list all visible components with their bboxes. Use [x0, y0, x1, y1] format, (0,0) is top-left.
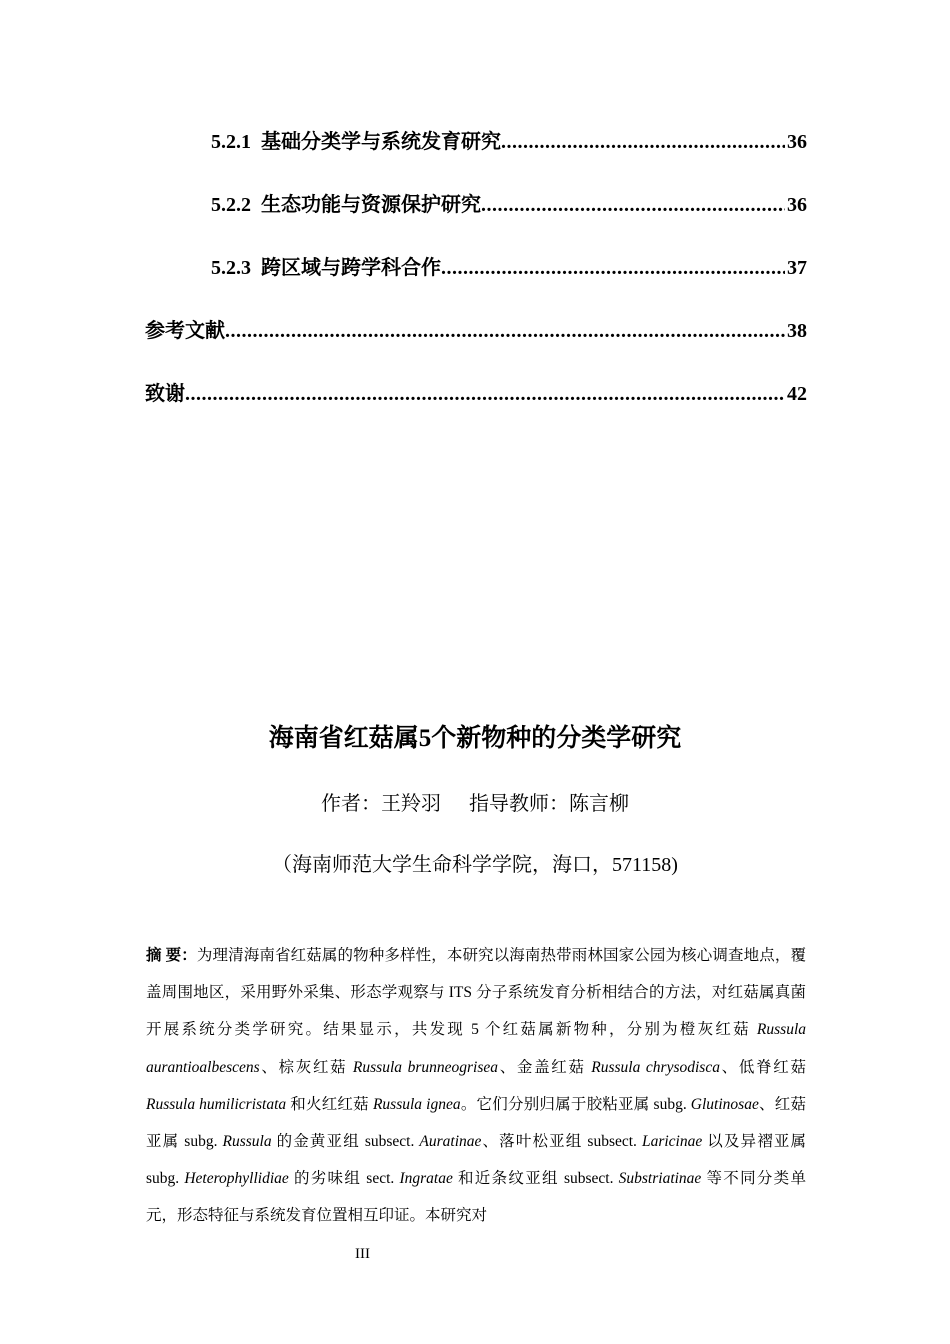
taxon-name: Russula brunneogrisea	[352, 1058, 498, 1076]
taxon-name: Russula	[222, 1133, 272, 1151]
toc-entry-page: 42	[787, 383, 807, 405]
taxon-name: Laricinae	[641, 1133, 703, 1151]
toc-entry-title: 跨区域与跨学科合作	[261, 257, 441, 279]
abstract-text: 、落叶松亚组 subsect.	[481, 1133, 642, 1151]
abstract-text: 和火红红菇	[286, 1095, 373, 1113]
taxon-name: Russula humilicristata	[146, 1095, 287, 1113]
abstract-text: 以及异褶亚属 subg.	[146, 1133, 806, 1188]
abstract-text: 、棕灰红菇	[259, 1058, 353, 1076]
abstract-text: 为理清海南省红菇属的物种多样性，本研究以海南热带雨林国家公园为核心调查地点，覆盖周围地区，采用野外采集、形态学观察与 ITS 分子系统发育分析相结合的方法，对红菇属真菌开展系统分类学研究。结果显示，共发现 5 个红菇属新物种，分别为橙灰红菇	[146, 947, 806, 1039]
toc-entry-5-2-1[interactable]	[211, 128, 807, 156]
taxon-name: Substriatinae	[618, 1170, 702, 1188]
toc-entry-title: 生态功能与资源保护研究	[261, 194, 481, 216]
taxon-name: Ingratae	[399, 1170, 453, 1188]
taxon-name: Russula aurantioalbescens	[146, 1021, 806, 1076]
toc-entry-title: 参考文献	[145, 320, 225, 342]
toc-entry-page: 36	[787, 194, 807, 216]
abstract	[146, 937, 806, 1235]
toc-entry-page: 38	[787, 320, 807, 342]
toc-entry-acknowledgements[interactable]	[145, 380, 807, 408]
abstract-body	[146, 947, 806, 1224]
toc-leader-dots	[441, 254, 785, 282]
abstract-lead: 摘 要：	[146, 947, 197, 964]
abstract-text: 、金盖红菇	[498, 1058, 592, 1076]
abstract-text: 。它们分别归属于胶粘亚属 subg.	[460, 1095, 691, 1113]
toc-entry-number: 5.2.2	[211, 194, 251, 216]
affiliation: （海南师范大学生命科学学院，海口，571158)	[272, 854, 678, 876]
abstract-text: 、红菇亚属 subg.	[146, 1095, 806, 1151]
toc-leader-dots	[501, 128, 785, 156]
abstract-text: 和近条纹亚组 subsect.	[452, 1170, 619, 1188]
taxon-name: Russula ignea	[372, 1095, 461, 1113]
toc-entry-5-2-3[interactable]	[211, 254, 807, 282]
author-label: 作者：王羚羽	[321, 793, 441, 815]
taxon-name: Heterophyllidiae	[184, 1170, 289, 1188]
taxon-name: Russula chrysodisca	[591, 1058, 720, 1076]
byline	[0, 790, 950, 818]
toc-entry-number: 5.2.3	[211, 257, 251, 279]
toc-leader-dots	[481, 191, 785, 219]
toc-entry-page: 36	[787, 131, 807, 153]
toc-entry-title: 基础分类学与系统发育研究	[261, 131, 501, 153]
paper-title: 海南省红菇属5个新物种的分类学研究	[268, 725, 682, 752]
toc-leader-dots	[185, 380, 785, 408]
abstract-text: 、低脊红菇	[719, 1058, 806, 1076]
advisor-label: 指导教师：陈言柳	[469, 793, 629, 815]
abstract-text: 的金黄亚组 subsect.	[271, 1133, 420, 1151]
toc-entry-references[interactable]	[145, 317, 807, 345]
toc-entry-title: 致谢	[145, 383, 185, 405]
taxon-name: Glutinosae	[690, 1095, 759, 1113]
abstract-text: 的劣味组 sect.	[288, 1170, 400, 1188]
abstract-text: 等不同分类单元，形态特征与系统发育位置相互印证。本研究对	[146, 1170, 806, 1225]
toc-leader-dots	[225, 317, 785, 345]
toc-entry-5-2-2[interactable]	[211, 191, 807, 219]
page-number: III	[355, 1246, 370, 1262]
toc-entry-page: 37	[787, 257, 807, 279]
toc-entry-number: 5.2.1	[211, 131, 251, 153]
taxon-name: Auratinae	[419, 1133, 482, 1151]
